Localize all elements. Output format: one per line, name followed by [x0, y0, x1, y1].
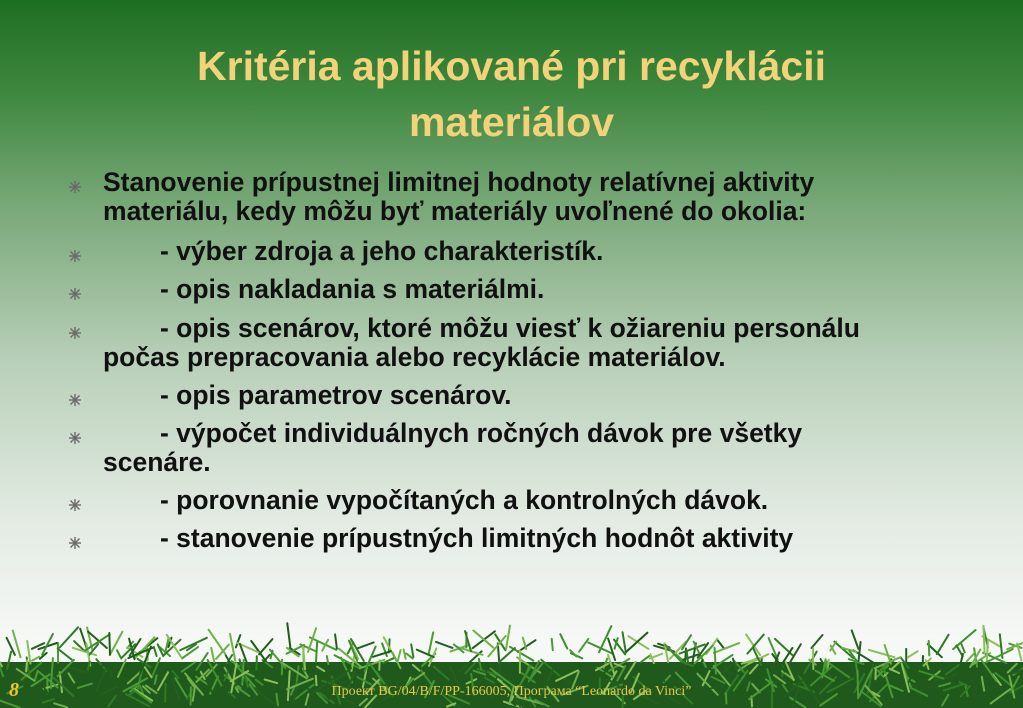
- pine-needle: [869, 650, 895, 657]
- pine-needle: [58, 649, 73, 661]
- pine-needle: [682, 635, 691, 649]
- pine-needle: [154, 647, 157, 656]
- pine-needle: [110, 632, 123, 655]
- pine-needle: [398, 650, 401, 661]
- pine-needle: [984, 626, 985, 654]
- bullet-line: - opis scenárov, ktoré môžu viesť k ožiareniu personálu: [160, 313, 860, 343]
- slide-title-line2: materiálov: [408, 99, 615, 145]
- pine-needle: [406, 654, 412, 659]
- pine-needle: [599, 626, 611, 652]
- bullet-text: [103, 419, 1003, 477]
- pine-needle: [627, 633, 648, 652]
- pine-needle: [715, 648, 716, 674]
- page-number: 8: [9, 679, 19, 701]
- pine-needle: [922, 656, 923, 681]
- pine-needle: [687, 650, 689, 662]
- bullet-text: [103, 314, 1003, 372]
- pine-needle: [26, 660, 27, 671]
- asterisk-star-icon: [68, 393, 82, 407]
- bullet-line: - opis parametrov scenárov.: [160, 380, 512, 410]
- pine-needle: [852, 630, 859, 648]
- asterisk-star-icon: [68, 431, 82, 445]
- pine-needle: [747, 635, 763, 654]
- pine-needle: [316, 641, 317, 662]
- pine-needle: [908, 651, 918, 657]
- pine-needle: [429, 632, 434, 654]
- pine-needle: [961, 643, 965, 652]
- bullet-line: - porovnanie vypočítaných a kontrolných dávok.: [160, 485, 769, 515]
- pine-needle: [623, 632, 626, 653]
- pine-needle: [287, 623, 290, 647]
- pine-needle: [373, 651, 391, 657]
- pine-needle: [828, 660, 829, 668]
- pine-needle: [560, 634, 567, 648]
- pine-needle: [579, 639, 588, 652]
- bullet-text: [103, 486, 1003, 515]
- bullet-text: [103, 381, 1003, 410]
- bullet-line: - stanovenie prípustných limitných hodnôt aktivity: [160, 523, 794, 553]
- asterisk-star-icon: [68, 536, 82, 550]
- pine-needle: [335, 634, 337, 648]
- bullet-text: [103, 237, 1003, 266]
- asterisk-star-icon: [68, 498, 82, 512]
- pine-needle: [60, 627, 78, 647]
- pine-needle: [929, 641, 930, 656]
- pine-needle: [812, 635, 823, 648]
- pine-needle: [411, 644, 413, 657]
- pine-needle: [506, 626, 510, 649]
- asterisk-star-icon: [68, 326, 82, 340]
- pine-needle: [937, 635, 949, 655]
- pine-needle: [109, 633, 110, 655]
- asterisk-star-icon: [68, 249, 82, 263]
- bullet-line: Stanovenie prípustnej limitnej hodnoty relatívnej aktivity: [103, 167, 815, 197]
- pine-needle: [436, 642, 453, 648]
- pine-needle: [859, 642, 861, 661]
- pine-needle: [641, 656, 649, 662]
- bullet-line: - opis nakladania s materiálmi.: [160, 274, 545, 304]
- asterisk-star-icon: [68, 180, 82, 194]
- pine-needle: [117, 650, 121, 658]
- bullet-line: - výber zdroja a jeho charakteristík.: [160, 236, 604, 266]
- pine-needle: [775, 639, 794, 656]
- asterisk-star-icon: [68, 287, 82, 301]
- slide-title: [0, 38, 1023, 150]
- pine-needle: [211, 648, 214, 662]
- footer-text: Проект BG/04/B/F/PP-166005, Програма “Leonardo da Vinci”: [331, 684, 692, 699]
- pine-needle: [717, 639, 724, 647]
- bullet-line: - výpočet individuálnych ročných dávok pre všetky: [160, 418, 803, 448]
- pine-needle: [417, 650, 434, 657]
- bullet-text: [103, 524, 1003, 553]
- pine-needle: [180, 638, 207, 650]
- pine-needle: [987, 642, 988, 662]
- pine-needle: [552, 639, 553, 650]
- pine-needle: [498, 648, 515, 663]
- bullet-text: [103, 168, 1003, 226]
- pine-needle: [714, 643, 739, 653]
- pine-needle: [404, 650, 406, 659]
- slide-title-line1: Kritéria aplikované pri recyklácii: [197, 43, 826, 89]
- bullet-line: materiálu, kedy môžu byť materiály uvoľnené do okolia:: [103, 196, 807, 226]
- pine-needle: [259, 639, 272, 654]
- bullet-line: počas prepracovania alebo recyklácie materiálov.: [103, 342, 726, 372]
- bullet-line: scenáre.: [103, 447, 211, 477]
- bullet-text: [103, 275, 1003, 304]
- pine-needle: [32, 657, 39, 661]
- pine-needle: [357, 642, 373, 648]
